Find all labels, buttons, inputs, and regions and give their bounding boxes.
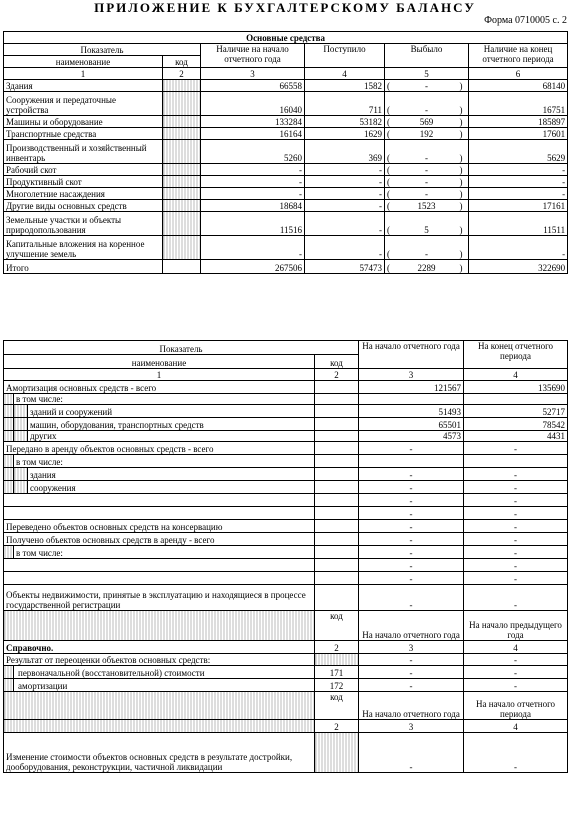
- row-label: машин, оборудования, транспортных средств: [28, 418, 315, 431]
- paren-close: ): [458, 140, 469, 164]
- value-end: 16751: [469, 92, 568, 116]
- row-label: других: [28, 431, 315, 442]
- form-number: Форма 0710005 с. 2: [484, 15, 567, 26]
- table-row: [4, 468, 568, 481]
- hatched-cell: [4, 679, 14, 692]
- value-disposed: 192: [396, 128, 458, 140]
- hatched-cell: [4, 720, 315, 733]
- value-end: -: [464, 585, 568, 611]
- row-label: Передано в аренду объектов основных средств - всего: [4, 442, 315, 455]
- value-end: 185897: [469, 116, 568, 128]
- row-code: [163, 236, 201, 260]
- value-end: -: [469, 164, 568, 176]
- paren-open: (: [385, 176, 396, 188]
- row-label: Здания: [4, 80, 163, 92]
- value-start: -: [359, 666, 464, 679]
- row-code: [315, 455, 359, 468]
- value-received: -: [305, 188, 385, 200]
- row-label: Получено объектов основных средств в аренду - всего: [4, 533, 315, 546]
- value-start: 133284: [201, 116, 305, 128]
- row-code: [315, 585, 359, 611]
- col-num: 2: [315, 641, 359, 654]
- row-code: 171: [315, 666, 359, 679]
- paren-open: (: [385, 260, 396, 274]
- depreciation-table: [3, 340, 568, 773]
- hatched-cell: [4, 666, 14, 679]
- value-start: -: [359, 520, 464, 533]
- table-row: [4, 80, 568, 92]
- value-disposed: -: [396, 140, 458, 164]
- value-start: 18684: [201, 200, 305, 212]
- row-code: [163, 200, 201, 212]
- value-received: 369: [305, 140, 385, 164]
- row-code: 172: [315, 679, 359, 692]
- value-end: -: [464, 679, 568, 692]
- value-start: 121567: [359, 381, 464, 394]
- table-row: [4, 455, 568, 468]
- header-end: На конец отчетного периода: [464, 341, 568, 369]
- value-disposed: -: [396, 80, 458, 92]
- header-start: Наличие на начало отчетного года: [201, 44, 305, 68]
- value-end: -: [464, 559, 568, 572]
- row-label: сооружения: [28, 481, 315, 494]
- header-start: На начало отчетного года: [359, 341, 464, 369]
- paren-close: ): [458, 236, 469, 260]
- col-num: 1: [4, 68, 163, 80]
- table-row: [4, 128, 568, 140]
- value-end: 322690: [469, 260, 568, 274]
- value-start: -: [359, 733, 464, 773]
- row-label: Машины и оборудование: [4, 116, 163, 128]
- row-code: [315, 481, 359, 494]
- hatched-cell: [315, 733, 359, 773]
- table-row: [4, 442, 568, 455]
- value-start: 66558: [201, 80, 305, 92]
- header-name: наименование: [4, 355, 315, 369]
- header-code: код: [315, 611, 359, 641]
- value-end: -: [469, 176, 568, 188]
- header-end: На начало предыдущего года: [464, 611, 568, 641]
- value-disposed: -: [396, 92, 458, 116]
- col-num: 2: [315, 720, 359, 733]
- value-start: 16164: [201, 128, 305, 140]
- paren-open: (: [385, 188, 396, 200]
- value-end: 52717: [464, 405, 568, 418]
- header-indicator: Показатель: [4, 341, 359, 355]
- col-num: 4: [464, 641, 568, 654]
- row-code: [163, 260, 201, 274]
- row-code: [315, 572, 359, 585]
- paren-close: ): [458, 92, 469, 116]
- section-title: Основные средства: [4, 32, 568, 44]
- col-num: 6: [469, 68, 568, 80]
- row-label: Рабочий скот: [4, 164, 163, 176]
- value-start: -: [359, 546, 464, 559]
- table-row: [4, 494, 568, 507]
- table-row: [4, 236, 568, 260]
- row-code: [163, 188, 201, 200]
- value-received: 1582: [305, 80, 385, 92]
- row-code: [163, 212, 201, 236]
- value-start: 4573: [359, 431, 464, 442]
- paren-open: (: [385, 236, 396, 260]
- value-start: [359, 394, 464, 405]
- value-received: 1629: [305, 128, 385, 140]
- header-code: код: [315, 692, 359, 720]
- row-code: [163, 116, 201, 128]
- paren-close: ): [458, 164, 469, 176]
- hatched-cell: [14, 481, 28, 494]
- value-end: 4431: [464, 431, 568, 442]
- value-start: -: [359, 533, 464, 546]
- value-start: 65501: [359, 418, 464, 431]
- fixed-assets-table: [3, 31, 568, 274]
- header-end: Наличие на конец отчетного периода: [469, 44, 568, 68]
- value-end: 11511: [469, 212, 568, 236]
- paren-open: (: [385, 200, 396, 212]
- col-num: 4: [464, 369, 568, 381]
- table-row: [4, 164, 568, 176]
- value-start: 5260: [201, 140, 305, 164]
- col-num: 4: [305, 68, 385, 80]
- value-start: -: [359, 442, 464, 455]
- row-label: [4, 494, 315, 507]
- page-title: ПРИЛОЖЕНИЕ К БУХГАЛТЕРСКОМУ БАЛАНСУ: [94, 0, 476, 15]
- hatched-cell: [4, 468, 14, 481]
- paren-close: ): [458, 116, 469, 128]
- value-end: 5629: [469, 140, 568, 164]
- hatched-cell: [4, 431, 14, 442]
- value-disposed: 2289: [396, 260, 458, 274]
- hatched-cell: [14, 405, 28, 418]
- row-label: Изменение стоимости объектов основных средств в результате достройки, дооборудования, реконструкции, частичной ликвидации: [4, 733, 315, 773]
- hatched-cell: [4, 481, 14, 494]
- row-label: [4, 572, 315, 585]
- table-row: [4, 533, 568, 546]
- paren-close: ): [458, 176, 469, 188]
- table-row: [4, 559, 568, 572]
- value-start: -: [359, 494, 464, 507]
- paren-open: (: [385, 212, 396, 236]
- table-row: [4, 572, 568, 585]
- value-cell: -: [359, 654, 464, 666]
- col-num: 3: [359, 369, 464, 381]
- table-row: [4, 188, 568, 200]
- row-label: Объекты недвижимости, принятые в эксплуатацию и находящиеся в процессе государственной регистрации: [4, 585, 315, 611]
- value-end: -: [464, 546, 568, 559]
- header-disposed: Выбыло: [385, 44, 469, 68]
- row-code: [163, 176, 201, 188]
- value-start: -: [359, 679, 464, 692]
- header-start: На начало отчетного года: [359, 692, 464, 720]
- value-end: -: [464, 572, 568, 585]
- row-label: Многолетние насаждения: [4, 188, 163, 200]
- value-received: -: [305, 164, 385, 176]
- row-label: Амортизация основных средств - всего: [4, 381, 315, 394]
- paren-close: ): [458, 260, 469, 274]
- row-code: [315, 559, 359, 572]
- paren-open: (: [385, 116, 396, 128]
- col-num: 2: [315, 369, 359, 381]
- row-label: Капитальные вложения на коренное улучшение земель: [4, 236, 163, 260]
- value-end: [464, 394, 568, 405]
- value-start: -: [359, 585, 464, 611]
- table-row: [4, 394, 568, 405]
- row-code: [315, 520, 359, 533]
- value-start: -: [201, 236, 305, 260]
- value-end: [464, 455, 568, 468]
- value-end: -: [464, 494, 568, 507]
- value-start: 267506: [201, 260, 305, 274]
- table-row: [4, 546, 568, 559]
- hatched-cell: [4, 455, 14, 468]
- value-received: -: [305, 212, 385, 236]
- paren-open: (: [385, 164, 396, 176]
- hatched-cell: [4, 394, 14, 405]
- table-row: [4, 260, 568, 274]
- value-start: 11516: [201, 212, 305, 236]
- row-code: [163, 128, 201, 140]
- value-received: -: [305, 236, 385, 260]
- value-received: 53182: [305, 116, 385, 128]
- value-start: 16040: [201, 92, 305, 116]
- value-start: -: [201, 164, 305, 176]
- row-code: [315, 381, 359, 394]
- value-end: 78542: [464, 418, 568, 431]
- value-disposed: -: [396, 188, 458, 200]
- header-indicator: Показатель: [4, 44, 201, 56]
- value-end: 68140: [469, 80, 568, 92]
- col-num: 5: [385, 68, 469, 80]
- value-end: -: [464, 520, 568, 533]
- table-row: [4, 418, 568, 431]
- value-received: 57473: [305, 260, 385, 274]
- row-code: [315, 442, 359, 455]
- value-end: -: [464, 507, 568, 520]
- col-num: 4: [464, 720, 568, 733]
- hatched-cell: [4, 692, 315, 720]
- table-row: [4, 431, 568, 442]
- paren-close: ): [458, 128, 469, 140]
- paren-close: ): [458, 212, 469, 236]
- row-code: [163, 140, 201, 164]
- row-code: [315, 405, 359, 418]
- hatched-cell: [315, 654, 359, 666]
- row-label: Сооружения и передаточные устройства: [4, 92, 163, 116]
- value-disposed: -: [396, 164, 458, 176]
- paren-open: (: [385, 92, 396, 116]
- row-code: [315, 468, 359, 481]
- col-num: 3: [359, 641, 464, 654]
- table-row: [4, 140, 568, 164]
- value-disposed: 1523: [396, 200, 458, 212]
- row-label: первоначальной (восстановительной) стоимости: [14, 666, 315, 679]
- row-label: Транспортные средства: [4, 128, 163, 140]
- row-label: Результат от переоценки объектов основных средств:: [4, 654, 315, 666]
- header-code: код: [315, 355, 359, 369]
- row-label: Другие виды основных средств: [4, 200, 163, 212]
- row-label: зданий и сооружений: [28, 405, 315, 418]
- value-start: -: [201, 176, 305, 188]
- row-code: [315, 418, 359, 431]
- hatched-cell: [4, 418, 14, 431]
- value-disposed: 569: [396, 116, 458, 128]
- value-end: -: [464, 533, 568, 546]
- row-label: Итого: [4, 260, 163, 274]
- reference-label: Справочно.: [4, 641, 315, 654]
- row-label: амортизации: [14, 679, 315, 692]
- table-row: [4, 212, 568, 236]
- row-code: [163, 92, 201, 116]
- hatched-cell: [4, 405, 14, 418]
- row-label: [4, 507, 315, 520]
- col-num: 2: [163, 68, 201, 80]
- paren-close: ): [458, 200, 469, 212]
- row-code: [315, 494, 359, 507]
- paren-close: ): [458, 80, 469, 92]
- table-row: [4, 520, 568, 533]
- table-row: [4, 507, 568, 520]
- value-start: -: [359, 481, 464, 494]
- paren-open: (: [385, 140, 396, 164]
- value-end: 135690: [464, 381, 568, 394]
- col-num: 3: [359, 720, 464, 733]
- value-end: -: [464, 666, 568, 679]
- row-label: Переведено объектов основных средств на консервацию: [4, 520, 315, 533]
- row-label: [4, 559, 315, 572]
- paren-open: (: [385, 80, 396, 92]
- row-label: Земельные участки и объекты природопользования: [4, 212, 163, 236]
- value-start: -: [359, 572, 464, 585]
- value-end: -: [469, 236, 568, 260]
- header-received: Поступило: [305, 44, 385, 68]
- row-code: [315, 546, 359, 559]
- value-received: 711: [305, 92, 385, 116]
- table-row: [4, 176, 568, 188]
- value-start: -: [359, 559, 464, 572]
- table-row: [4, 405, 568, 418]
- value-end: -: [464, 733, 568, 773]
- hatched-cell: [14, 468, 28, 481]
- value-end: 17601: [469, 128, 568, 140]
- row-code: [315, 533, 359, 546]
- table-row: [4, 481, 568, 494]
- value-cell: -: [464, 654, 568, 666]
- row-code: [163, 164, 201, 176]
- row-code: [315, 507, 359, 520]
- header-end: На начало отчетного периода: [464, 692, 568, 720]
- value-start: -: [201, 188, 305, 200]
- row-label: в том числе:: [14, 455, 315, 468]
- hatched-cell: [14, 431, 28, 442]
- header-start: На начало отчетного года: [359, 611, 464, 641]
- value-start: -: [359, 507, 464, 520]
- table-row: [4, 200, 568, 212]
- value-end: 17161: [469, 200, 568, 212]
- row-label: в том числе:: [14, 546, 315, 559]
- hatched-cell: [4, 546, 14, 559]
- hatched-cell: [14, 418, 28, 431]
- value-received: -: [305, 176, 385, 188]
- header-name: наименование: [4, 56, 163, 68]
- row-label: Продуктивный скот: [4, 176, 163, 188]
- paren-open: (: [385, 128, 396, 140]
- header-code: код: [163, 56, 201, 68]
- value-end: -: [464, 468, 568, 481]
- value-disposed: 5: [396, 212, 458, 236]
- row-label: здания: [28, 468, 315, 481]
- table-row: [4, 381, 568, 394]
- table-row: [4, 116, 568, 128]
- hatched-cell: [4, 611, 315, 641]
- row-label: в том числе:: [14, 394, 315, 405]
- col-num: 3: [201, 68, 305, 80]
- value-received: -: [305, 200, 385, 212]
- table-row: [4, 92, 568, 116]
- paren-close: ): [458, 188, 469, 200]
- value-disposed: -: [396, 176, 458, 188]
- value-end: -: [464, 442, 568, 455]
- table-row: [4, 585, 568, 611]
- row-code: [315, 394, 359, 405]
- row-code: [163, 80, 201, 92]
- col-num: 1: [4, 369, 315, 381]
- value-disposed: -: [396, 236, 458, 260]
- row-code: [315, 431, 359, 442]
- value-end: -: [464, 481, 568, 494]
- value-end: -: [469, 188, 568, 200]
- value-start: 51493: [359, 405, 464, 418]
- value-start: [359, 455, 464, 468]
- row-label: Производственный и хозяйственный инвентарь: [4, 140, 163, 164]
- value-start: -: [359, 468, 464, 481]
